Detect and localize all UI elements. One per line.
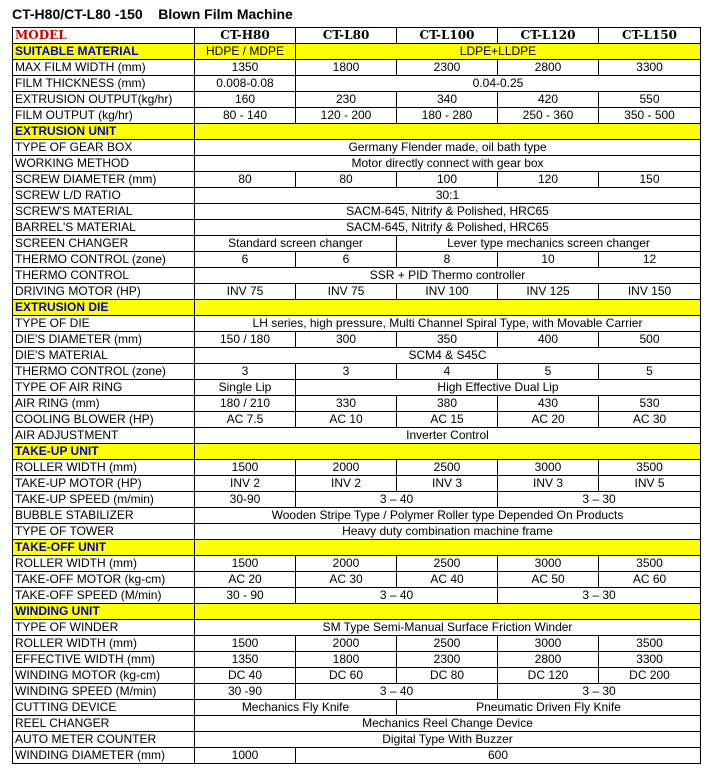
spec-value: 10 xyxy=(498,252,599,268)
spec-label: COOLING BLOWER (HP) xyxy=(13,412,195,428)
section-fill-cell xyxy=(195,540,701,556)
section-title: TAKE-UP UNIT xyxy=(13,444,195,460)
spec-row xyxy=(13,92,701,108)
spec-value: AC 30 xyxy=(599,412,701,428)
spec-value: 3 – 40 xyxy=(296,492,498,508)
spec-label: DRIVING MOTOR (HP) xyxy=(13,284,195,300)
spec-value: 530 xyxy=(599,396,701,412)
spec-value: 6 xyxy=(195,252,296,268)
section-fill-cell xyxy=(195,604,701,620)
spec-value: Wooden Stripe Type / Polymer Roller type Depended On Products xyxy=(195,508,701,524)
spec-row xyxy=(13,556,701,572)
spec-label: SCREW L/D RATIO xyxy=(13,188,195,204)
spec-row xyxy=(13,460,701,476)
spec-label: TAKE-UP SPEED (m/min) xyxy=(13,492,195,508)
document-title: CT-H80/CT-L80 -150 Blown Film Machine xyxy=(12,6,293,22)
spec-value: SACM-645, Nitrify & Polished, HRC65 xyxy=(195,204,701,220)
spec-value: INV 75 xyxy=(195,284,296,300)
spec-row xyxy=(13,684,701,700)
spec-value: 3 – 30 xyxy=(498,684,701,700)
spec-value: 550 xyxy=(599,92,701,108)
spec-value: 3500 xyxy=(599,636,701,652)
spec-row xyxy=(13,236,701,252)
spec-value: 1500 xyxy=(195,460,296,476)
spec-value: 340 xyxy=(397,92,498,108)
spec-row xyxy=(13,220,701,236)
spec-value: 5 xyxy=(498,364,599,380)
spec-value: INV 2 xyxy=(296,476,397,492)
spec-value: 1500 xyxy=(195,636,296,652)
spec-value: 3500 xyxy=(599,556,701,572)
spec-value: INV 100 xyxy=(397,284,498,300)
spec-value: 3 – 40 xyxy=(296,684,498,700)
spec-value: 2800 xyxy=(498,60,599,76)
header-model-label: MODEL xyxy=(13,28,195,44)
spec-row xyxy=(13,268,701,284)
spec-table-body xyxy=(13,28,701,764)
spec-label: THERMO CONTROL (zone) xyxy=(13,364,195,380)
spec-value: 5 xyxy=(599,364,701,380)
section-header-row xyxy=(13,300,701,316)
spec-label: TAKE-UP MOTOR (HP) xyxy=(13,476,195,492)
spec-value: Standard screen changer xyxy=(195,236,397,252)
spec-value: 230 xyxy=(296,92,397,108)
spec-value: 250 - 360 xyxy=(498,108,599,124)
spec-label: TYPE OF WINDER xyxy=(13,620,195,636)
spec-row xyxy=(13,76,701,92)
spec-value: 500 xyxy=(599,332,701,348)
spec-label: TAKE-OFF SPEED (M/min) xyxy=(13,588,195,604)
spec-row xyxy=(13,364,701,380)
spec-row xyxy=(13,172,701,188)
spec-label: WINDING SPEED (M/min) xyxy=(13,684,195,700)
spec-value: SM Type Semi-Manual Surface Friction Winder xyxy=(195,620,701,636)
spec-value: AC 20 xyxy=(195,572,296,588)
header-row xyxy=(13,28,701,44)
spec-value: AC 10 xyxy=(296,412,397,428)
spec-label: AIR ADJUSTMENT xyxy=(13,428,195,444)
spec-label: ROLLER WIDTH (mm) xyxy=(13,460,195,476)
spec-row xyxy=(13,588,701,604)
spec-value: Digital Type With Buzzer xyxy=(195,732,701,748)
spec-value: 2800 xyxy=(498,652,599,668)
header-model-ct-l80: CT-L80 xyxy=(296,28,397,44)
header-model-ct-l100: CT-L100 xyxy=(397,28,498,44)
spec-value: 3000 xyxy=(498,460,599,476)
spec-value: DC 40 xyxy=(195,668,296,684)
spec-value: INV 5 xyxy=(599,476,701,492)
spec-value: 80 xyxy=(195,172,296,188)
spec-label: TYPE OF TOWER xyxy=(13,524,195,540)
spec-row xyxy=(13,188,701,204)
spec-value: INV 2 xyxy=(195,476,296,492)
spec-value: 600 xyxy=(296,748,701,764)
section-fill-cell xyxy=(195,124,701,140)
spec-value: 2500 xyxy=(397,636,498,652)
spec-value: 1800 xyxy=(296,652,397,668)
spec-row xyxy=(13,108,701,124)
spec-value: AC 30 xyxy=(296,572,397,588)
spec-label: CUTTING DEVICE xyxy=(13,700,195,716)
spec-value: Heavy duty combination machine frame xyxy=(195,524,701,540)
spec-value: 3 – 40 xyxy=(296,588,498,604)
spec-value: 3000 xyxy=(498,636,599,652)
spec-value: 30 - 90 xyxy=(195,588,296,604)
spec-value: 2000 xyxy=(296,556,397,572)
spec-value: 180 / 210 xyxy=(195,396,296,412)
spec-value: 3300 xyxy=(599,652,701,668)
spec-row xyxy=(13,140,701,156)
spec-row xyxy=(13,636,701,652)
spec-value: SACM-645, Nitrify & Polished, HRC65 xyxy=(195,220,701,236)
spec-value: 80 xyxy=(296,172,397,188)
spec-label: ROLLER WIDTH (mm) xyxy=(13,636,195,652)
spec-value: 8 xyxy=(397,252,498,268)
spec-row xyxy=(13,252,701,268)
spec-value: 2500 xyxy=(397,460,498,476)
section-title: EXTRUSION DIE xyxy=(13,300,195,316)
spec-value: 3 xyxy=(296,364,397,380)
spec-value: DC 120 xyxy=(498,668,599,684)
spec-value: Lever type mechanics screen changer xyxy=(397,236,701,252)
spec-row xyxy=(13,60,701,76)
spec-value: 30:1 xyxy=(195,188,701,204)
spec-label: FILM OUTPUT (kg/hr) xyxy=(13,108,195,124)
spec-label: BUBBLE STABILIZER xyxy=(13,508,195,524)
spec-value: INV 75 xyxy=(296,284,397,300)
spec-row xyxy=(13,492,701,508)
spec-value: 0.04-0.25 xyxy=(296,76,701,92)
spec-value: Mechanics Reel Change Device xyxy=(195,716,701,732)
spec-value: Inverter Control xyxy=(195,428,701,444)
spec-row xyxy=(13,572,701,588)
spec-value: DC 200 xyxy=(599,668,701,684)
header-model-ct-l120: CT-L120 xyxy=(498,28,599,44)
spec-value: 330 xyxy=(296,396,397,412)
spec-label: THERMO CONTROL xyxy=(13,268,195,284)
spec-value: 350 xyxy=(397,332,498,348)
section-header-row xyxy=(13,604,701,620)
section-fill-cell xyxy=(195,444,701,460)
spec-value: 1350 xyxy=(195,60,296,76)
spec-label: WINDING MOTOR (kg-cm) xyxy=(13,668,195,684)
spec-label: AIR RING (mm) xyxy=(13,396,195,412)
spec-value: 150 xyxy=(599,172,701,188)
spec-row xyxy=(13,156,701,172)
spec-value: Motor directly connect with gear box xyxy=(195,156,701,172)
spec-value: 3 – 30 xyxy=(498,588,701,604)
spec-row xyxy=(13,380,701,396)
spec-label: TYPE OF GEAR BOX xyxy=(13,140,195,156)
spec-label: SCREEN CHANGER xyxy=(13,236,195,252)
spec-label: DIE'S DIAMETER (mm) xyxy=(13,332,195,348)
header-model-ct-l150: CT-L150 xyxy=(599,28,701,44)
spec-value: INV 125 xyxy=(498,284,599,300)
spec-label: REEL CHANGER xyxy=(13,716,195,732)
spec-value: 160 xyxy=(195,92,296,108)
spec-value: 2300 xyxy=(397,652,498,668)
spec-row xyxy=(13,620,701,636)
spec-value: AC 7.5 xyxy=(195,412,296,428)
section-fill-cell xyxy=(195,300,701,316)
spec-value: 420 xyxy=(498,92,599,108)
spec-label: WINDING DIAMETER (mm) xyxy=(13,748,195,764)
spec-value: 120 - 200 xyxy=(296,108,397,124)
section-title: TAKE-OFF UNIT xyxy=(13,540,195,556)
spec-row xyxy=(13,732,701,748)
spec-value: 6 xyxy=(296,252,397,268)
spec-label: TYPE OF AIR RING xyxy=(13,380,195,396)
spec-value: AC 20 xyxy=(498,412,599,428)
spec-value: 0.008-0.08 xyxy=(195,76,296,92)
spec-value: 350 - 500 xyxy=(599,108,701,124)
spec-row xyxy=(13,316,701,332)
spec-row xyxy=(13,204,701,220)
section-header-row xyxy=(13,444,701,460)
spec-value: SCM4 & S45C xyxy=(195,348,701,364)
spec-row xyxy=(13,716,701,732)
spec-value: 30 -90 xyxy=(195,684,296,700)
spec-row xyxy=(13,396,701,412)
spec-value: 3000 xyxy=(498,556,599,572)
spec-value: AC 15 xyxy=(397,412,498,428)
section-header-row xyxy=(13,124,701,140)
spec-table xyxy=(12,27,701,764)
spec-value: 3500 xyxy=(599,460,701,476)
spec-label: EFFECTIVE WIDTH (mm) xyxy=(13,652,195,668)
section-title: EXTRUSION UNIT xyxy=(13,124,195,140)
spec-value: LH series, high pressure, Multi Channel Spiral Type, with Movable Carrier xyxy=(195,316,701,332)
spec-value: 1000 xyxy=(195,748,296,764)
spec-value: LDPE+LLDPE xyxy=(296,44,701,60)
section-title: SUITABLE MATERIAL xyxy=(13,44,195,60)
section-title: WINDING UNIT xyxy=(13,604,195,620)
spec-value: 1350 xyxy=(195,652,296,668)
spec-value: AC 60 xyxy=(599,572,701,588)
section-header-row xyxy=(13,540,701,556)
spec-row xyxy=(13,652,701,668)
spec-label: SCREW DIAMETER (mm) xyxy=(13,172,195,188)
spec-label: TAKE-OFF MOTOR (kg-cm) xyxy=(13,572,195,588)
spec-label: EXTRUSION OUTPUT(kg/hr) xyxy=(13,92,195,108)
spec-value: 300 xyxy=(296,332,397,348)
spec-value: 4 xyxy=(397,364,498,380)
spec-value: 3300 xyxy=(599,60,701,76)
spec-label: TYPE OF DIE xyxy=(13,316,195,332)
spec-value: 100 xyxy=(397,172,498,188)
spec-row xyxy=(13,524,701,540)
spec-value: Germany Flender made, oil bath type xyxy=(195,140,701,156)
spec-value: 12 xyxy=(599,252,701,268)
spec-value: 2000 xyxy=(296,460,397,476)
spec-value: High Effective Dual Lip xyxy=(296,380,701,396)
spec-label: AUTO METER COUNTER xyxy=(13,732,195,748)
spec-value: AC 50 xyxy=(498,572,599,588)
spec-label: DIE'S MATERIAL xyxy=(13,348,195,364)
spec-value: 2500 xyxy=(397,556,498,572)
spec-row xyxy=(13,508,701,524)
spec-value: Pneumatic Driven Fly Knife xyxy=(397,700,701,716)
spec-value: 120 xyxy=(498,172,599,188)
spec-value: SSR + PID Thermo controller xyxy=(195,268,701,284)
spec-row xyxy=(13,700,701,716)
spec-value: 80 - 140 xyxy=(195,108,296,124)
spec-row xyxy=(13,748,701,764)
spec-value: Single Lip xyxy=(195,380,296,396)
spec-value: INV 150 xyxy=(599,284,701,300)
spec-label: SCREW'S MATERIAL xyxy=(13,204,195,220)
spec-row xyxy=(13,348,701,364)
spec-label: MAX FILM WIDTH (mm) xyxy=(13,60,195,76)
spec-label: BARREL'S MATERIAL xyxy=(13,220,195,236)
spec-row xyxy=(13,284,701,300)
spec-value: DC 80 xyxy=(397,668,498,684)
spec-row xyxy=(13,668,701,684)
section-header-row xyxy=(13,44,701,60)
spec-value: 400 xyxy=(498,332,599,348)
spec-value: 150 / 180 xyxy=(195,332,296,348)
spec-row xyxy=(13,412,701,428)
spec-label: THERMO CONTROL (zone) xyxy=(13,252,195,268)
spec-value: 380 xyxy=(397,396,498,412)
spec-value: 180 - 280 xyxy=(397,108,498,124)
spec-row xyxy=(13,428,701,444)
spec-row xyxy=(13,476,701,492)
spec-value: Mechanics Fly Knife xyxy=(195,700,397,716)
spec-value: 2300 xyxy=(397,60,498,76)
spec-label: FILM THICKNESS (mm) xyxy=(13,76,195,92)
spec-value: 3 – 30 xyxy=(498,492,701,508)
spec-value: 430 xyxy=(498,396,599,412)
header-model-ct-h80: CT-H80 xyxy=(195,28,296,44)
spec-value: AC 40 xyxy=(397,572,498,588)
spec-value: INV 3 xyxy=(498,476,599,492)
spec-label: WORKING METHOD xyxy=(13,156,195,172)
spec-value: 1800 xyxy=(296,60,397,76)
spec-value: INV 3 xyxy=(397,476,498,492)
spec-value: 30-90 xyxy=(195,492,296,508)
spec-value: DC 60 xyxy=(296,668,397,684)
spec-label: ROLLER WIDTH (mm) xyxy=(13,556,195,572)
spec-value: 3 xyxy=(195,364,296,380)
spec-row xyxy=(13,332,701,348)
spec-value: HDPE / MDPE xyxy=(195,44,296,60)
spec-value: 2000 xyxy=(296,636,397,652)
spec-value: 1500 xyxy=(195,556,296,572)
